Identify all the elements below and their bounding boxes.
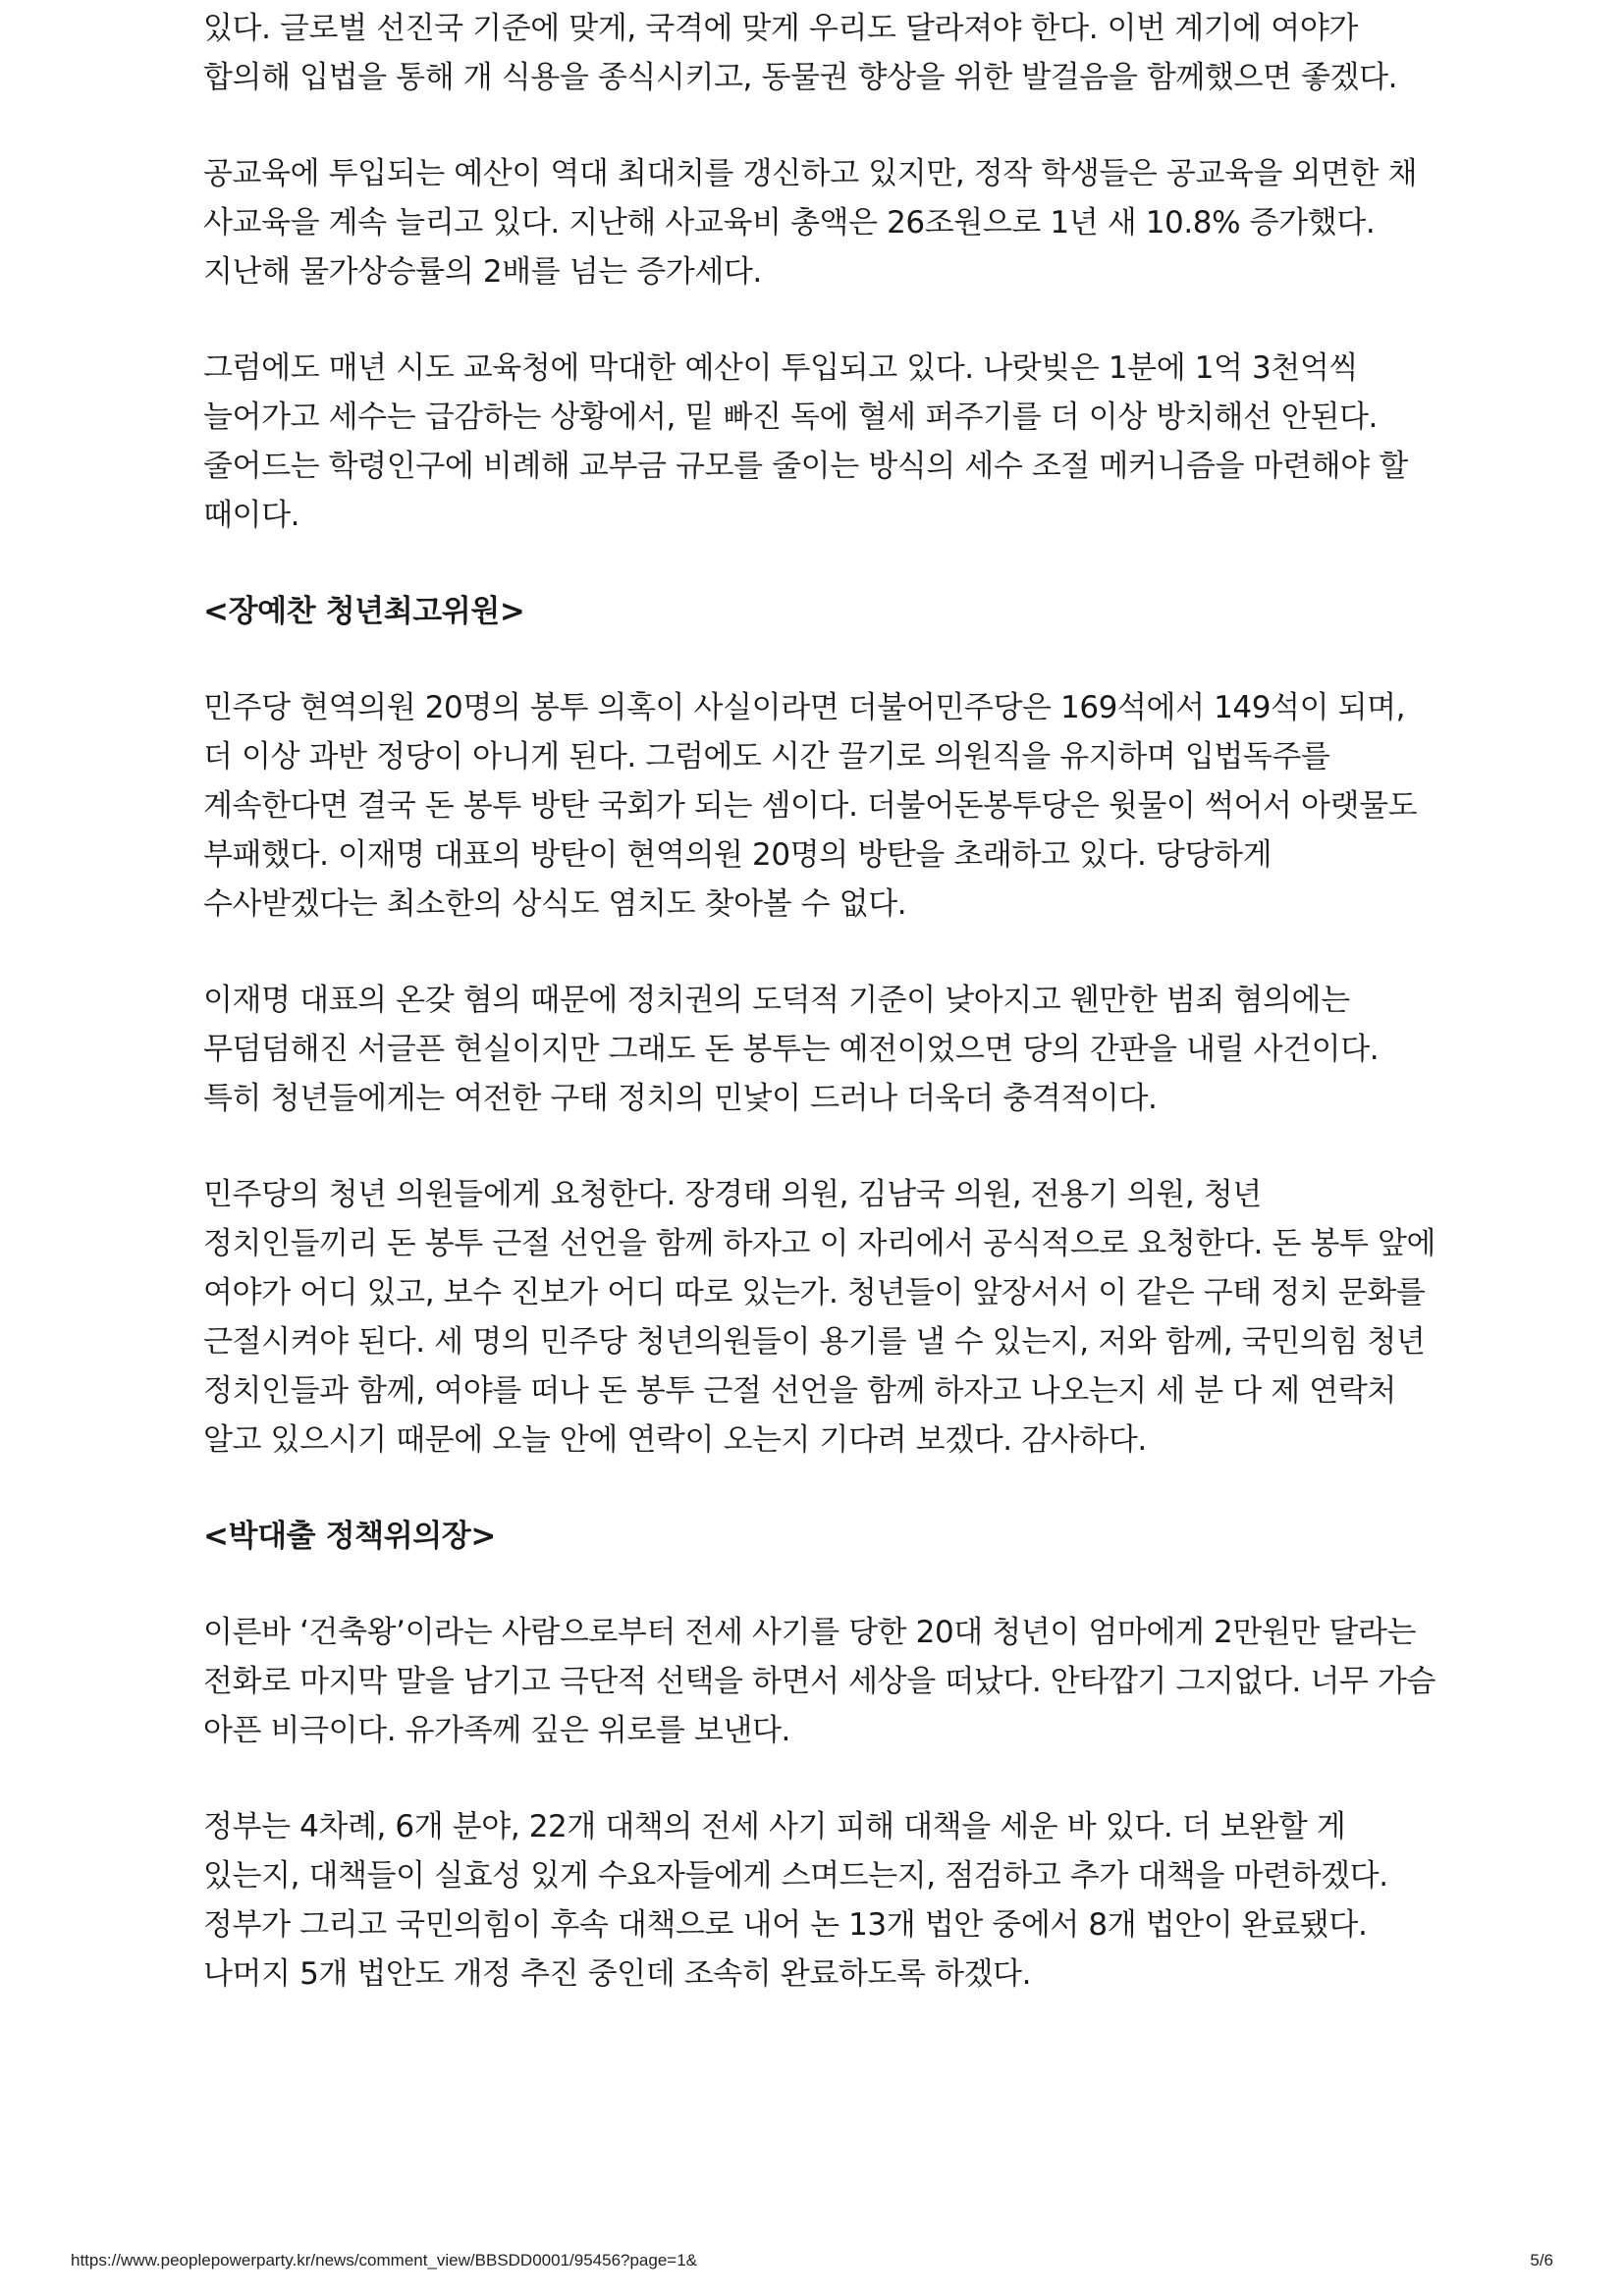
source-url-link[interactable]: https://www.peoplepowerparty.kr/news/comment_view/BBSDD0001/95456?page=1&: [71, 2251, 698, 2269]
paragraph: 정부는 4차례, 6개 분야, 22개 대책의 전세 사기 피해 대책을 세운 바 있다. 더 보완할 게 있는지, 대책들이 실효성 있게 수요자들에게 스며드는지, 점검하고 추가 대책을 마련하겠다. 정부가 그리고 국민의힘이 후속 대책으로 내어 논 13개 법안 중에서 8개 법안이 완료됐다. 나머지 5개 법안도 개정 추진 중인데 조속히 완료하도록 하겠다.: [203, 1809, 1388, 1992]
paragraph: 공교육에 투입되는 예산이 역대 최대치를 갱신하고 있지만, 정작 학생들은 공교육을 외면한 채 사교육을 계속 늘리고 있다. 지난해 사교육비 총액은 26조원으로 1년 새 10.8% 증가했다. 지난해 물가상승률의 2배를 넘는 증가세다.: [203, 156, 1418, 290]
speaker-heading: <박대출 정책위의장>: [203, 1519, 496, 1554]
article-body: [203, 0, 1442, 2046]
page-number: 5/6: [1530, 2251, 1553, 2269]
print-footer: [71, 2251, 1553, 2270]
paragraph: 이른바 ‘건축왕’이라는 사람으로부터 전세 사기를 당한 20대 청년이 엄마에게 2만원만 달라는 전화로 마지막 말을 남기고 극단적 선택을 하면서 세상을 떠났다. 안타깝기 그지없다. 너무 가슴 아픈 비극이다. 유가족께 깊은 위로를 보낸다.: [203, 1615, 1436, 1748]
paragraph: 이재명 대표의 온갖 혐의 때문에 정치권의 도덕적 기준이 낮아지고 웬만한 범죄 혐의에는 무덤덤해진 서글픈 현실이지만 그래도 돈 봉투는 예전이었으면 당의 간판을 내릴 사건이다. 특히 청년들에게는 여전한 구태 정치의 민낯이 드러나 더욱더 충격적이다.: [203, 983, 1380, 1116]
paragraph: 민주당 현역의원 20명의 봉투 의혹이 사실이라면 더불어민주당은 169석에서 149석이 되며, 더 이상 과반 정당이 아니게 된다. 그럼에도 시간 끌기로 의원직을 유지하며 입법독주를 계속한다면 결국 돈 봉투 방탄 국회가 되는 셈이다. 더불어돈봉투당은 윗물이 썩어서 아랫물도 부패했다. 이재명 대표의 방탄이 현역의원 20명의 방탄을 초래하고 있다. 당당하게 수사받겠다는 최소한의 상식도 염치도 찾아볼 수 없다.: [203, 690, 1418, 922]
paragraph: 있다. 글로벌 선진국 기준에 맞게, 국격에 맞게 우리도 달라져야 한다. 이번 계기에 여야가 합의해 입법을 통해 개 식용을 종식시키고, 동물권 향상을 위한 발걸음을 함께했으면 좋겠다.: [203, 11, 1398, 95]
paragraph: 민주당의 청년 의원들에게 요청한다. 장경태 의원, 김남국 의원, 전용기 의원, 청년 정치인들끼리 돈 봉투 근절 선언을 함께 하자고 이 자리에서 공식적으로 요청한다. 돈 봉투 앞에 여야가 어디 있고, 보수 진보가 어디 따로 있는가. 청년들이 앞장서서 이 같은 구태 정치 문화를 근절시켜야 된다. 세 명의 민주당 청년의원들이 용기를 낼 수 있는지, 저와 함께, 국민의힘 청년 정치인들과 함께, 여야를 떠나 돈 봉투 근절 선언을 함께 하자고 나오는지 세 분 다 제 연락처 알고 있으시기 때문에 오늘 안에 연락이 오는지 기다려 보겠다. 감사하다.: [203, 1177, 1436, 1458]
speaker-heading: <장예찬 청년최고위원>: [203, 594, 525, 629]
paragraph: 그럼에도 매년 시도 교육청에 막대한 예산이 투입되고 있다. 나랏빚은 1분에 1억 3천억씩 늘어가고 세수는 급감하는 상황에서, 밑 빠진 독에 혈세 퍼주기를 더 이상 방치해선 안된다. 줄어드는 학령인구에 비례해 교부금 규모를 줄이는 방식의 세수 조절 메커니즘을 마련해야 할 때이다.: [203, 350, 1408, 533]
